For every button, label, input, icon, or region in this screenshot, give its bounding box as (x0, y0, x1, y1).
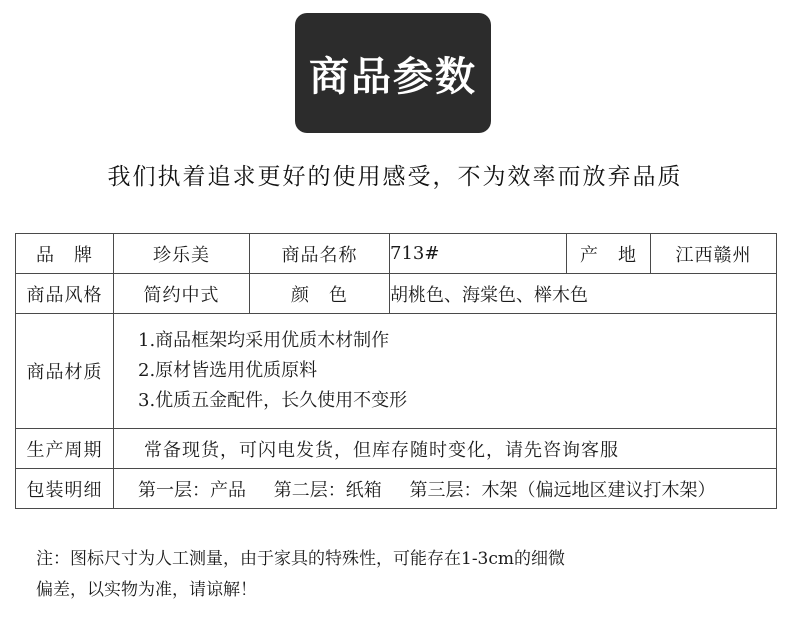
pack-cell (114, 469, 777, 509)
brand-value: 珍乐美 (114, 234, 250, 274)
list-item: 1.商品框架均采用优质木材制作 (138, 330, 390, 351)
origin-value: 江西赣州 (651, 234, 777, 274)
footnote-line-2: 偏差，以实物为准，请谅解！ (36, 580, 257, 600)
page-title: 商品参数 (309, 52, 477, 100)
table-row (16, 429, 777, 469)
style-label: 商品风格 (16, 274, 114, 314)
material-cell (114, 314, 777, 429)
brand-label: 品 牌 (16, 234, 114, 274)
footnote-line-1: 注：图标尺寸为人工测量，由于家具的特殊性，可能存在1-3cm的细微 (36, 549, 566, 569)
table-row (16, 469, 777, 509)
product-name-value: 713# (390, 234, 567, 274)
spec-table (15, 233, 777, 509)
pack-label: 包装明细 (16, 469, 114, 509)
table-row (16, 234, 777, 274)
table-row (16, 274, 777, 314)
color-value: 胡桃色、海棠色、榉木色 (390, 274, 777, 314)
title-banner (295, 13, 491, 133)
pack-layer-3: 第三层：木架（偏远地区建议打木架） (409, 479, 716, 501)
footnote (36, 544, 756, 606)
table-row (16, 314, 777, 429)
cycle-label: 生产周期 (16, 429, 114, 469)
cycle-value: 常备现货，可闪电发货，但库存随时变化，请先咨询客服 (114, 429, 777, 469)
material-label: 商品材质 (16, 314, 114, 429)
material-list (114, 326, 776, 416)
color-label: 颜 色 (250, 274, 390, 314)
list-item: 2.原材皆选用优质原料 (138, 360, 318, 381)
slogan: 我们执着追求更好的使用感受，不为效率而放弃品质 (107, 164, 683, 190)
pack-layer-1: 第一层：产品 (138, 479, 246, 501)
style-value: 简约中式 (114, 274, 250, 314)
list-item: 3.优质五金配件，长久使用不变形 (138, 390, 408, 411)
origin-label: 产 地 (567, 234, 651, 274)
product-name-label: 商品名称 (250, 234, 390, 274)
pack-layer-2: 第二层：纸箱 (273, 479, 382, 501)
